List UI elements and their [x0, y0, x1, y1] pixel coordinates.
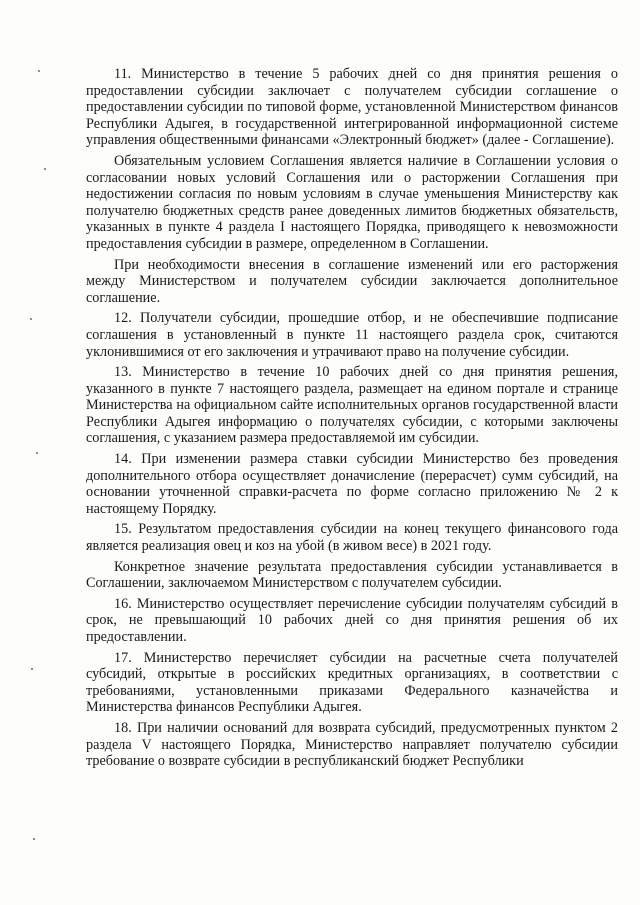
paragraph-14: 14. При изменении размера ставки субсидии Министерство без проведения дополнительного отбора осуществляет доначисление (перерасчет) сумм субсидий, на основании уточненной справки-расчета по форме согласно приложению № 2 к настоящему Порядку.	[86, 451, 618, 517]
paragraph-12: 12. Получатели субсидии, прошедшие отбор, и не обеспечившие подписание соглашения в установленный в пункте 11 настоящего раздела срок, считаются уклонившимися от его заключения и утрачивают право на получение субсидии.	[86, 310, 618, 360]
paragraph-15-value: Конкретное значение результата предоставления субсидии устанавливается в Соглашении, заключаемом Министерством с получателем субсидии.	[86, 558, 618, 592]
paragraph-18: 18. При наличии оснований для возврата субсидий, предусмотренных пунктом 2 раздела V настоящего Порядка, Министерство направляет получателю субсидии требование о возврате субсидии в республиканский бюджет Республики	[86, 719, 618, 770]
scan-speck	[44, 168, 46, 170]
paragraph-16: 16. Министерство осуществляет перечисление субсидии получателям субсидий в срок, не превышающий 10 рабочих дней со дня принятия решения об их предоставлении.	[86, 595, 618, 645]
paragraph-15: 15. Результатом предоставления субсидии на конец текущего финансового года является реализация овец и коз на убой (в живом весе) в 2021 году.	[86, 521, 618, 555]
paragraph-11-condition: Обязательным условием Соглашения является наличие в Соглашении условия о согласовании новых условий Соглашения или о расторжении Соглашения при недостижении согласия по новым условиям в случае уменьшения Министерству как получателю бюджетных средств ранее доведенных лимитов бюджетных обязательств, указанных в пункте 4 раздела I настоящего Порядка, приводящего к невозможности предоставления субсидии в размере, определенном в Соглашении.	[86, 152, 618, 252]
document-body	[86, 66, 618, 774]
scan-speck	[31, 668, 33, 670]
scan-speck	[30, 318, 32, 320]
scan-speck	[33, 838, 35, 840]
scan-speck	[36, 452, 38, 454]
paragraph-17: 17. Министерство перечисляет субсидии на расчетные счета получателей субсидий, открытые в российских кредитных организациях, в соответствии с требованиями, установленными приказами Федерального казначейства и Министерства финансов Республики Адыгея.	[86, 649, 618, 716]
scan-speck	[38, 70, 40, 72]
paragraph-11-amendment: При необходимости внесения в соглашение изменений или его расторжения между Министерством и получателем субсидии заключается дополнительное соглашение.	[86, 256, 618, 306]
paragraph-13: 13. Министерство в течение 10 рабочих дней со дня принятия решения, указанного в пункте 7 настоящего раздела, размещает на едином портале и странице Министерства на официальном сайте исполнительных органов государственной власти Республики Адыгея информацию о получателях субсидии, с которыми заключены соглашения, с указанием размера предоставляемой им субсидии.	[86, 364, 618, 447]
paragraph-11: 11. Министерство в течение 5 рабочих дней со дня принятия решения о предоставлении субсидии заключает с получателем субсидии соглашение о предоставлении субсидии по типовой форме, установленной Министерством финансов Республики Адыгея, в государственной интегрированной информационной системе управления общественными финансами «Электронный бюджет» (далее - Соглашение).	[86, 66, 618, 149]
